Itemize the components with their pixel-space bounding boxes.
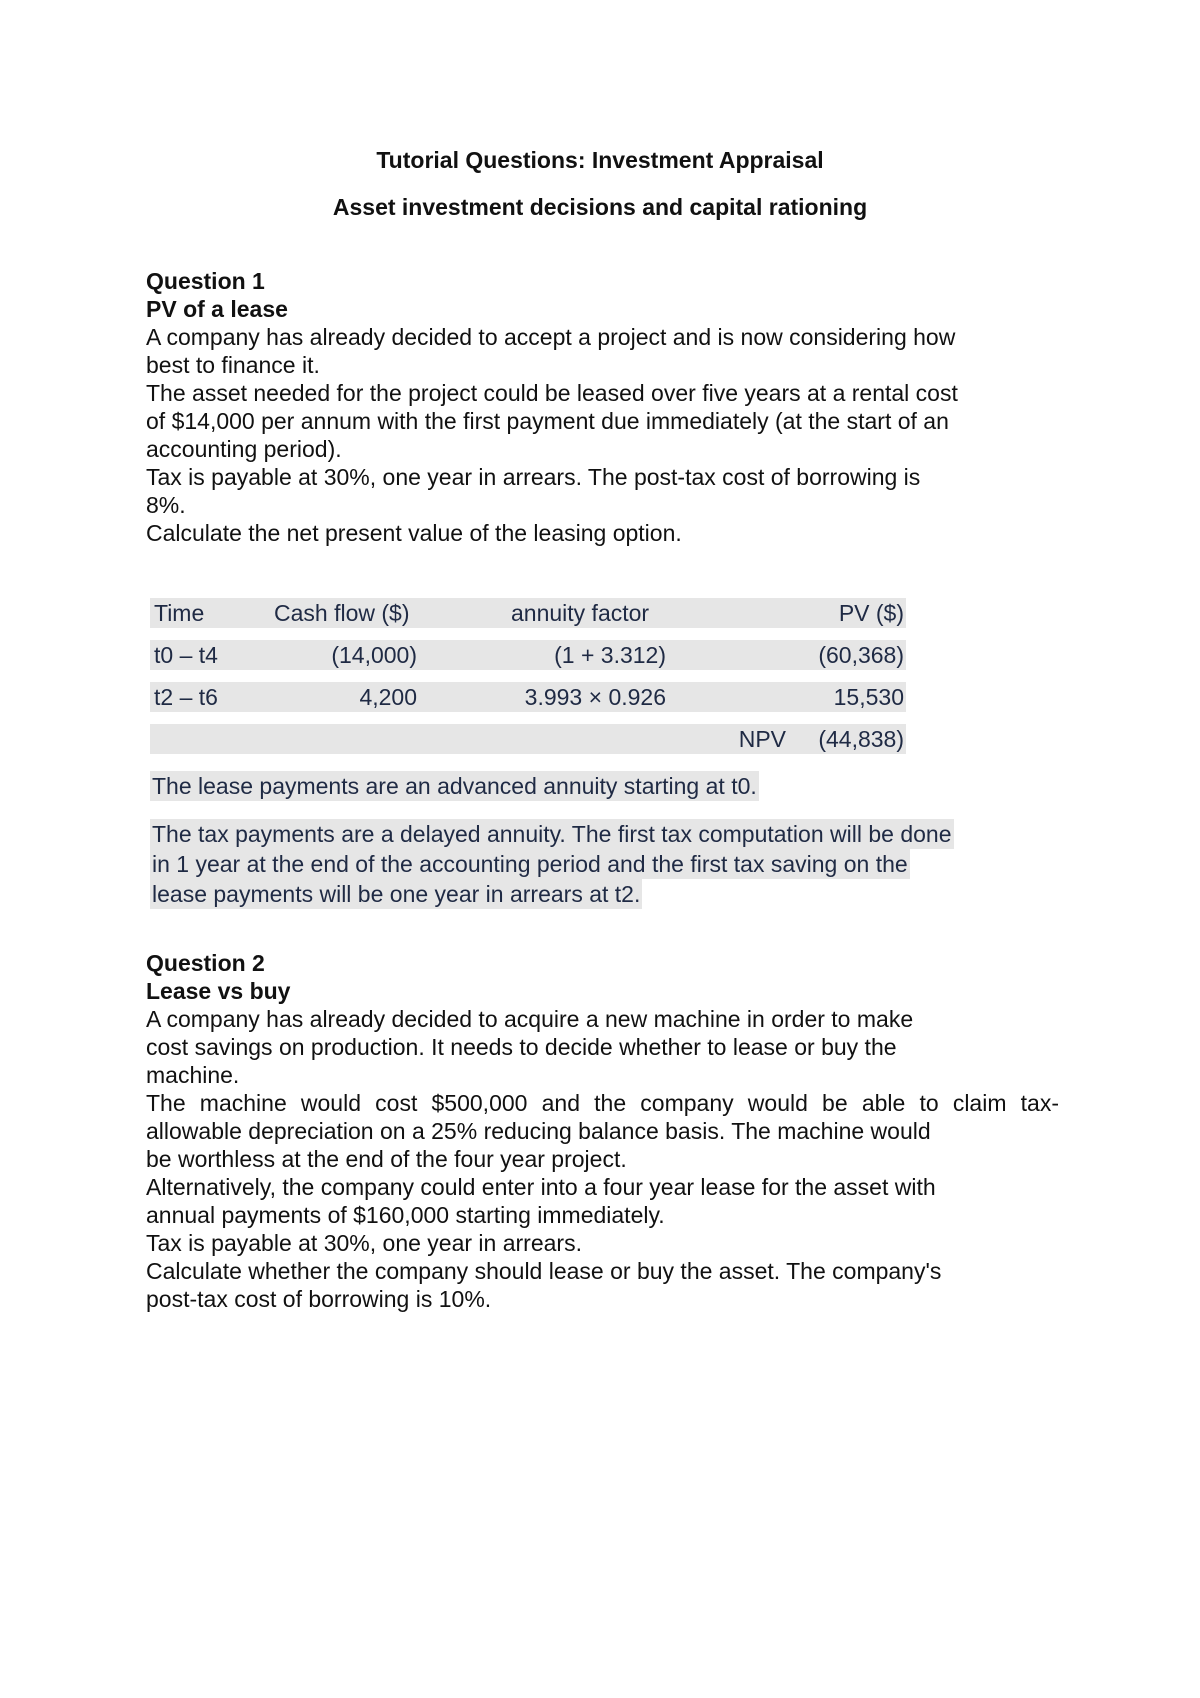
question-1-subheading: PV of a lease bbox=[146, 296, 288, 322]
question-1-heading: Question 1 bbox=[146, 268, 265, 294]
cell-cash-flow: (14,000) bbox=[331, 642, 417, 668]
question-2-line: Alternatively, the company could enter into a four year lease for the asset with bbox=[146, 1174, 936, 1200]
npv-value: (44,838) bbox=[818, 726, 904, 752]
cell-annuity-factor: (1 + 3.312) bbox=[554, 642, 666, 668]
question-2-line: A company has already decided to acquire a new machine in order to make bbox=[146, 1006, 914, 1032]
header-pv: PV ($) bbox=[838, 600, 904, 626]
document-title: Tutorial Questions: Investment Appraisal bbox=[376, 147, 824, 173]
note-line: The tax payments are a delayed annuity. The first tax computation will be done bbox=[152, 821, 952, 847]
question-2-subheading: Lease vs buy bbox=[146, 978, 291, 1004]
document-subtitle: Asset investment decisions and capital rationing bbox=[332, 194, 868, 220]
lease-pv-table bbox=[150, 598, 906, 766]
question-2-line: post-tax cost of borrowing is 10%. bbox=[146, 1286, 492, 1312]
question-1-line: Calculate the net present value of the leasing option. bbox=[146, 520, 682, 546]
question-1-line: best to finance it. bbox=[146, 352, 320, 378]
question-2-line: Tax is payable at 30%, one year in arrears. bbox=[146, 1230, 582, 1256]
note-delayed-annuity bbox=[150, 819, 954, 909]
question-2-heading: Question 2 bbox=[146, 950, 265, 976]
cell-time: t0 – t4 bbox=[154, 642, 218, 668]
table-npv-row bbox=[150, 724, 906, 754]
npv-label: NPV bbox=[738, 726, 786, 752]
cell-pv: (60,368) bbox=[818, 642, 904, 668]
question-1-line: Tax is payable at 30%, one year in arrears. The post-tax cost of borrowing is bbox=[146, 464, 921, 490]
note-advanced-annuity: The lease payments are an advanced annuity starting at t0. bbox=[152, 773, 757, 799]
question-1-line: of $14,000 per annum with the first payment due immediately (at the start of an bbox=[146, 408, 949, 434]
question-2-line: allowable depreciation on a 25% reducing balance basis. The machine would bbox=[146, 1118, 931, 1144]
cell-pv: 15,530 bbox=[833, 684, 904, 710]
question-1-line: accounting period). bbox=[146, 436, 342, 462]
note-line: in 1 year at the end of the accounting period and the first tax saving on the bbox=[152, 851, 908, 877]
question-2-line: be worthless at the end of the four year project. bbox=[146, 1146, 627, 1172]
table-row bbox=[150, 640, 906, 670]
header-time: Time bbox=[154, 600, 205, 626]
question-2-line: The machine would cost $500,000 and the company would be able to claim tax- bbox=[146, 1090, 1059, 1116]
question-2-line: cost savings on production. It needs to decide whether to lease or buy the bbox=[146, 1034, 897, 1060]
table-header-row bbox=[150, 598, 906, 628]
question-1-line: A company has already decided to accept a project and is now considering how bbox=[146, 324, 956, 350]
question-1-line: The asset needed for the project could be leased over five years at a rental cost bbox=[146, 380, 958, 406]
note-line: lease payments will be one year in arrears at t2. bbox=[152, 881, 641, 907]
cell-cash-flow: 4,200 bbox=[359, 684, 417, 710]
answer-notes bbox=[150, 771, 954, 909]
question-2 bbox=[146, 949, 1066, 1313]
question-2-line: machine. bbox=[146, 1062, 240, 1088]
question-1-line: 8%. bbox=[146, 492, 186, 518]
question-1 bbox=[146, 267, 1066, 547]
question-2-line: Calculate whether the company should lease or buy the asset. The company's bbox=[146, 1258, 942, 1284]
table-row bbox=[150, 682, 906, 712]
header-annuity-factor: annuity factor bbox=[511, 600, 650, 626]
cell-time: t2 – t6 bbox=[154, 684, 218, 710]
cell-annuity-factor: 3.993 × 0.926 bbox=[524, 684, 666, 710]
header-cash-flow: Cash flow ($) bbox=[274, 600, 410, 626]
question-2-line: annual payments of $160,000 starting immediately. bbox=[146, 1202, 665, 1228]
